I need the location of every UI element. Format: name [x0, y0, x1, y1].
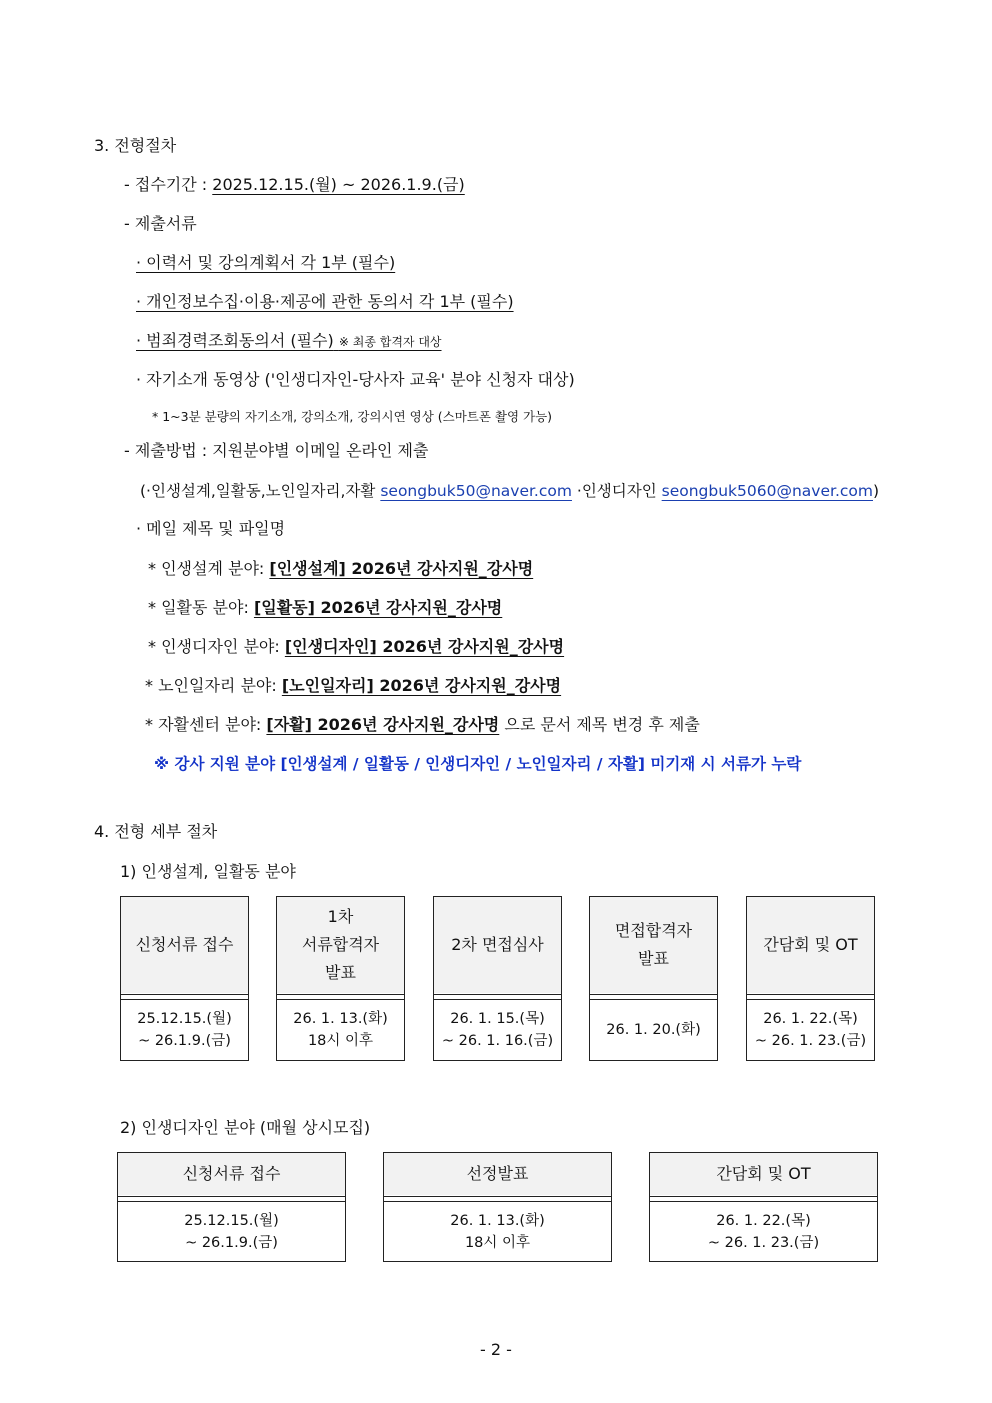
period-label: - 접수기간 : [124, 175, 208, 194]
warning-note: ※ 강사 지원 분야 [인생설계 / 일활동 / 인생디자인 / 노인일자리 / 자활] 미기재 시 서류가 누락 [154, 755, 802, 773]
doc-item-criminal-record [136, 329, 442, 354]
flow1-step-3 [433, 896, 562, 1061]
flow1-step-5 [746, 896, 875, 1061]
email-mid: ·인생디자인 [576, 482, 657, 500]
method-label: - 제출방법 : 지원분야별 이메일 온라인 제출 [124, 441, 429, 460]
format-row-work [148, 596, 502, 620]
flow2-step-title: 신청서류 접수 [118, 1153, 345, 1195]
format-label: * 자활센터 분야: [145, 715, 262, 734]
flow2-step-2 [383, 1152, 612, 1262]
period-row [124, 173, 465, 197]
flow2-step-date: 25.12.15.(월) ~ 26.1.9.(금) [184, 1212, 279, 1251]
flow1-step-title: 2차 면접심사 [434, 897, 561, 993]
flow1-step-title: 신청서류 접수 [121, 897, 248, 993]
email-row [140, 479, 879, 503]
email-link-main[interactable]: seongbuk50@naver.com [380, 482, 572, 500]
flow2-step-3 [649, 1152, 878, 1262]
doc-item-criminal-record-note: ※ 최종 합격자 대상 [338, 335, 442, 349]
format-value: [자활] 2026년 강사지원_강사명 [266, 715, 500, 734]
video-note: * 1~3분 분량의 자기소개, 강의소개, 강의시연 영상 (스마트폰 촬영 가능) [152, 409, 553, 424]
flow2-step-title: 간담회 및 OT [650, 1153, 877, 1195]
flow1-step-title: 간담회 및 OT [747, 897, 874, 993]
section-3-heading: 3. 전형절차 [94, 136, 177, 155]
format-row-design [148, 635, 564, 659]
format-value: [일활동] 2026년 강사지원_강사명 [253, 598, 503, 617]
format-row-self-sufficiency [145, 713, 700, 737]
flow2-step-1 [117, 1152, 346, 1262]
format-label: * 인생설계 분야: [148, 559, 265, 578]
email-prefix: (·인생설계,일활동,노인일자리,자활 [140, 482, 376, 500]
flow1-step-date: 26. 1. 22.(목) ~ 26. 1. 23.(금) [754, 1011, 867, 1049]
subsection-1-heading: 1) 인생설계, 일활동 분야 [120, 862, 296, 881]
format-suffix: 으로 문서 제목 변경 후 제출 [504, 715, 700, 734]
format-value: [인생설계] 2026년 강사지원_강사명 [269, 559, 534, 578]
email-suffix: ) [873, 482, 880, 500]
flow2-step-date: 26. 1. 22.(목) ~ 26. 1. 23.(금) [707, 1212, 820, 1251]
subsection-2-heading: 2) 인생디자인 분야 (매월 상시모집) [120, 1118, 371, 1137]
format-label: * 인생디자인 분야: [148, 637, 280, 656]
section-4-heading: 4. 전형 세부 절차 [94, 822, 218, 841]
flow1-step-title: 1차 서류합격자 발표 [277, 897, 404, 993]
flow1-step-date: 25.12.15.(월) ~ 26.1.9.(금) [137, 1011, 232, 1049]
flow1-step-title: 면접합격자 발표 [590, 897, 717, 993]
doc-item-video: · 자기소개 동영상 ('인생디자인-당사자 교육' 분야 신청자 대상) [136, 370, 575, 389]
doc-item-criminal-record-text: · 범죄경력조회동의서 (필수) [136, 331, 334, 350]
format-label: * 노인일자리 분야: [145, 676, 277, 695]
flow1-step-4 [589, 896, 718, 1061]
doc-item-privacy-consent: · 개인정보수집·이용·제공에 관한 동의서 각 1부 (필수) [136, 292, 514, 311]
period-value: 2025.12.15.(월) ~ 2026.1.9.(금) [212, 175, 465, 194]
page-number: - 2 - [480, 1340, 512, 1359]
format-value: [노인일자리] 2026년 강사지원_강사명 [281, 676, 562, 695]
format-label: * 일활동 분야: [148, 598, 249, 617]
flow1-step-date: 26. 1. 13.(화) 18시 이후 [293, 1011, 388, 1049]
flow1-step-2 [276, 896, 405, 1061]
email-link-design[interactable]: seongbuk5060@naver.com [661, 482, 873, 500]
doc-item-resume: · 이력서 및 강의계획서 각 1부 (필수) [136, 253, 396, 272]
format-row-senior-jobs [145, 674, 561, 698]
flow1-step-date: 26. 1. 15.(목) ~ 26. 1. 16.(금) [441, 1011, 554, 1049]
flow2-step-date: 26. 1. 13.(화) 18시 이후 [450, 1212, 545, 1251]
flow2-step-title: 선정발표 [384, 1153, 611, 1195]
format-row-life-design [148, 557, 533, 581]
flow1-step-date: 26. 1. 20.(화) [606, 1022, 701, 1038]
mail-title-label: · 메일 제목 및 파일명 [136, 519, 286, 538]
docs-label: - 제출서류 [124, 214, 197, 233]
flow1-step-1 [120, 896, 249, 1061]
format-value: [인생디자인] 2026년 강사지원_강사명 [284, 637, 565, 656]
